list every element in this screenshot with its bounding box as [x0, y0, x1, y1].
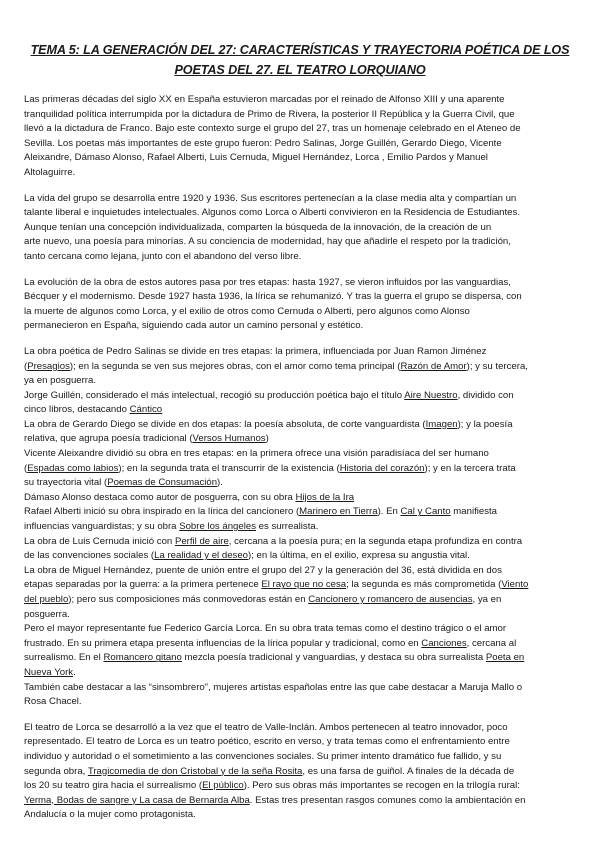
text-line: tanto cercana como lejana, junto con el abandono del verso libre. [24, 250, 302, 262]
work-title: Imagen [425, 418, 458, 430]
text-line: Aunque tenían una concepción individualizada, comparten la búsqueda de la innovación, de la creación de un [24, 221, 492, 233]
paragraph-context [24, 93, 576, 181]
work-title: Viento [501, 579, 529, 591]
text-line: surrealismo. En el Romancero gitano mezcla poesía tradicional y vanguardias, y destaca su obra surrealista Poeta en [24, 652, 525, 664]
paragraph-lorca-theatre [24, 721, 576, 823]
work-title: Canciones [421, 637, 467, 649]
work-title: El público [202, 780, 244, 792]
text-line: del pueblo); pero sus composiciones más conmovedoras están en Cancionero y romancero de ausencias, ya en [24, 594, 502, 605]
text-line: El teatro de Lorca se desarrolló a la vez que el teatro de Valle-Inclán. Ambos pertenecen al teatro innovador, poco [24, 721, 508, 733]
text-line: su trayectoria vital (Poemas de Consumación). [24, 477, 223, 489]
work-title: Aire Nuestro [404, 389, 458, 401]
work-title: Yerma, Bodas de sangre y La casa de Bernarda Alba [24, 794, 250, 806]
title-line-2: POETAS DEL 27. EL TEATRO LORQUIANO [174, 63, 426, 77]
work-title: Tragicomedia de don Cristobal y de la seña Rosita [87, 765, 303, 777]
text-line: individuo y autoridad o el sometimiento a las convenciones sociales. Su primer intento dramático fue fallido, y su [24, 750, 502, 762]
text-line: frustrado. En su primera etapa presenta influencias de la lírica popular y tradicional, como en Canciones, cercana al [24, 637, 517, 649]
text-line: Nueva York. [24, 666, 76, 678]
work-title: del pueblo [24, 594, 69, 605]
paragraph-evolution [24, 276, 576, 334]
work-title: Hijos de la Ira [295, 491, 355, 503]
text-line: talante liberal e inquietudes intelectuales. Algunos como Lorca o Alberti convivieron en la Residencia de Estudiantes. [24, 207, 520, 219]
work-title: Poeta en [485, 652, 525, 664]
text-line: segunda obra, Tragicomedia de don Cristobal y de la seña Rosita, es una farsa de guiñol. A finales de la década de [24, 765, 515, 777]
work-title: Versos Humanos [192, 433, 266, 445]
text-line: permanecieron en España, siguiendo cada autor un camino personal y estético. [24, 320, 364, 332]
text-line: Jorge Guillén, considerado el más intelectual, recogió su producción poética bajo el título Aire Nuestro, dividido con [24, 389, 514, 401]
work-title: Cancionero y romancero de ausencias [308, 594, 473, 605]
text-line: (Presagios); en la segunda se ven sus mejores obras, con el amor como tema principal (Razón de Amor); y su tercera, [24, 360, 528, 372]
text-line: Rafael Alberti inició su obra inspirado en la lírica del cancionero (Marinero en Tierra). En Cal y Canto manifiesta [24, 506, 498, 518]
text-line: representado. El teatro de Lorca es un teatro poético, escrito en verso, y trata temas como el enfrentamiento entre [24, 736, 510, 748]
work-title: Presagios [27, 360, 70, 372]
text-line: Las primeras décadas del siglo XX en España estuvieron marcadas por el reinado de Alfonso XIII y una aparente [24, 94, 505, 105]
text-line: (Espadas como labios); en la segunda trata el transcurrir de la existencia (Historia del corazón); y en la tercera trata [24, 462, 516, 474]
text-line: etapas separadas por la guerra: a la primera pertenece El rayo que no cesa; la segunda es más comprometida (Viento [24, 579, 529, 591]
text-line: La vida del grupo se desarrolla entre 1920 y 1936. Sus escritores pertenecían a la clase media alta y compartían un [24, 192, 517, 204]
text-line: La evolución de la obra de estos autores pasa por tres etapas: hasta 1927, se vieron influidos por las vanguardias, [24, 276, 511, 288]
text-line: de las convenciones sociales (La realidad y el deseo); en la última, en el exilio, expresa su angustia vital. [24, 550, 470, 562]
text-line: ya en posguerra. [24, 375, 96, 387]
text-line: llevó a la dictadura de Franco. Bajo este contexto surge el grupo del 27, tras un homenaje celebrado en el Ateneo de [24, 123, 521, 135]
text-line: influencias vanguardistas; y su obra Sobre los ángeles es surrealista. [24, 521, 319, 533]
work-title: El rayo que no cesa [261, 579, 347, 591]
work-title: Perfil de aire [174, 535, 229, 547]
paragraph-poets [24, 345, 576, 710]
text-line: La obra de Miguel Hernández, puente de unión entre el grupo del 27 y la generación del 36, está dividida en dos [24, 564, 502, 576]
work-title: Sobre los ángeles [179, 521, 256, 533]
text-line: los 20 su teatro gira hacia el surrealismo (El público). Pero sus obras más importantes se recogen en la trilogía rural: [24, 780, 520, 792]
text-line: La obra poética de Pedro Salinas se divide en tres etapas: la primera, influenciada por Juan Ramon Jiménez [24, 345, 487, 357]
work-title: Razón de Amor [400, 360, 467, 372]
text-line: Altolaguirre. [24, 166, 76, 178]
text-line: Rosa Chacel. [24, 696, 82, 708]
paragraph-group-life [24, 192, 576, 265]
title-line-1: TEMA 5: LA GENERACIÓN DEL 27: CARACTERÍSTICAS Y TRAYECTORIA POÉTICA DE LOS [30, 43, 570, 57]
work-title: Marinero en Tierra [299, 506, 378, 518]
work-title: Espadas como labios [27, 462, 119, 474]
work-title: Cal y Canto [400, 506, 451, 518]
text-line: Dámaso Alonso destaca como autor de posguerra, con su obra Hijos de la Ira [24, 491, 355, 503]
document-title [24, 40, 576, 80]
text-line: Aleixandre, Dámaso Alonso, Rafael Alberti, Luis Cernuda, Miguel Hernández, Lorca , Emilio Pardos y Manuel [24, 152, 488, 164]
text-line: arte nuevo, una poesía para minorías. A su conciencia de modernidad, hay que añadirle el respeto por la tradición, [24, 236, 511, 248]
text-line: Bécquer y el modernismo. Desde 1927 hasta 1936, la lírica se rehumanizó. Y tras la guerra el grupo se dispersa, con [24, 291, 522, 303]
work-title: Romancero gitano [103, 652, 182, 664]
text-line: La obra de Luis Cernuda inició con Perfil de aire, cercana a la poesía pura; en la segunda etapa profundiza en contra [24, 535, 523, 547]
text-line: la muerte de algunos como Lorca, y el exilio de otros como Cernuda o Alberti, pero algunos como Alonso [24, 305, 470, 317]
work-title: Poemas de Consumación [107, 477, 218, 489]
text-line: tranquilidad política interrumpida por la dictadura de Primo de Rivera, la posterior II República y la Guerra Civil, que [24, 108, 515, 120]
text-line: cinco libros, destacando Cántico [24, 404, 163, 416]
text-line: También cabe destacar a las “sinsombrero”, mujeres artistas españolas entre las que cabe destacar a Maruja Mallo o [24, 681, 523, 693]
text-line: Andalucía o la mujer como protagonista. [24, 809, 196, 821]
work-title: Cántico [129, 404, 163, 416]
text-line: Pero el mayor representante fue Federico García Lorca. En su obra trata temas como el destino trágico o el amor [24, 623, 507, 635]
work-title: La realidad y el deseo [154, 550, 248, 562]
text-line: Vicente Aleixandre dividió su obra en tres etapas: en la primera ofrece una visión paradisíaca del ser humano [24, 448, 489, 460]
text-line: posguerra. [24, 608, 70, 620]
text-line: relativa, que agrupa poesía tradicional (Versos Humanos) [24, 433, 269, 445]
work-title: Nueva York [24, 666, 74, 678]
text-line: La obra de Gerardo Diego se divide en dos etapas: la poesía absoluta, de corte vanguardista (Imagen); y la poesía [24, 418, 513, 430]
text-line: Sevilla. Los poetas más importantes de este grupo fueron: Pedro Salinas, Jorge Guillén, Gerardo Diego, Vicente [24, 137, 502, 149]
text-line: Yerma, Bodas de sangre y La casa de Bernarda Alba. Estas tres presentan rasgos comunes como la ambientación en [24, 794, 526, 806]
work-title: Historia del corazón [339, 462, 425, 474]
